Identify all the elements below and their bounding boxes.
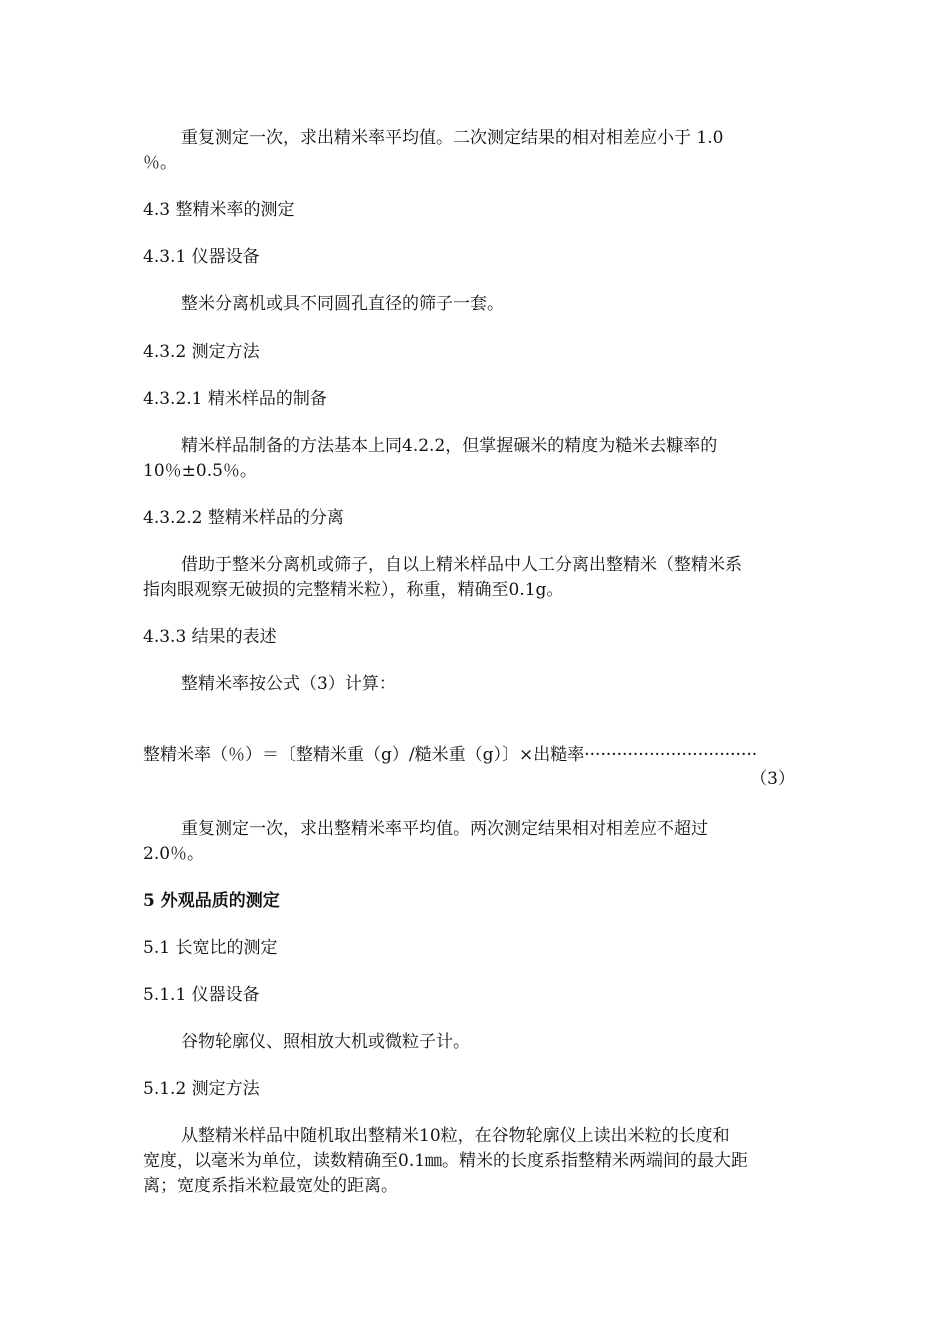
section-heading-5: 5 外观品质的测定	[143, 891, 280, 911]
section-heading-4-3-2: 4.3.2 测定方法	[143, 342, 260, 362]
paragraph-line: 整精米率按公式（3）计算：	[181, 674, 396, 694]
paragraph-line: 指肉眼观察无破损的完整精米粒），称重，精确至0.1g。	[143, 580, 564, 600]
paragraph-line: 借助于整米分离机或筛子，自以上精米样品中人工分离出整精米（整精米系	[181, 555, 742, 575]
paragraph-line: ％。	[143, 153, 177, 173]
paragraph-line: 重复测定一次，求出精米率平均值。二次测定结果的相对相差应小于 1.0	[181, 128, 724, 148]
formula-number: （3）	[750, 769, 795, 789]
paragraph-line: 精米样品制备的方法基本上同4.2.2，但掌握碾米的精度为糙米去糠率的	[181, 436, 718, 456]
paragraph-line: 离；宽度系指米粒最宽处的距离。	[143, 1176, 398, 1196]
paragraph-line: 2.0％。	[143, 844, 205, 864]
section-heading-4-3-3: 4.3.3 结果的表述	[143, 627, 277, 647]
formula-3: 整精米率（％）＝〔整精米重（g）/糙米重（g）〕×出糙率································	[143, 745, 758, 765]
paragraph-line: 整米分离机或具不同圆孔直径的筛子一套。	[181, 294, 504, 314]
paragraph-line: 重复测定一次，求出整精米率平均值。两次测定结果相对相差应不超过	[181, 819, 708, 839]
section-heading-4-3-2-1: 4.3.2.1 精米样品的制备	[143, 389, 327, 409]
paragraph-line: 宽度，以毫米为单位，读数精确至0.1㎜。精米的长度系指整精米两端间的最大距	[143, 1151, 749, 1171]
section-heading-5-1: 5.1 长宽比的测定	[143, 938, 278, 958]
section-heading-5-1-1: 5.1.1 仪器设备	[143, 985, 260, 1005]
paragraph-line: 10％±0.5％。	[143, 461, 257, 481]
paragraph-line: 谷物轮廓仪、照相放大机或微粒子计。	[181, 1032, 470, 1052]
paragraph-line: 从整精米样品中随机取出整精米10粒，在谷物轮廓仪上读出米粒的长度和	[181, 1126, 730, 1146]
section-heading-5-1-2: 5.1.2 测定方法	[143, 1079, 260, 1099]
section-heading-4-3-1: 4.3.1 仪器设备	[143, 247, 260, 267]
section-heading-4-3-2-2: 4.3.2.2 整精米样品的分离	[143, 508, 344, 528]
section-heading-4-3: 4.3 整精米率的测定	[143, 200, 295, 220]
